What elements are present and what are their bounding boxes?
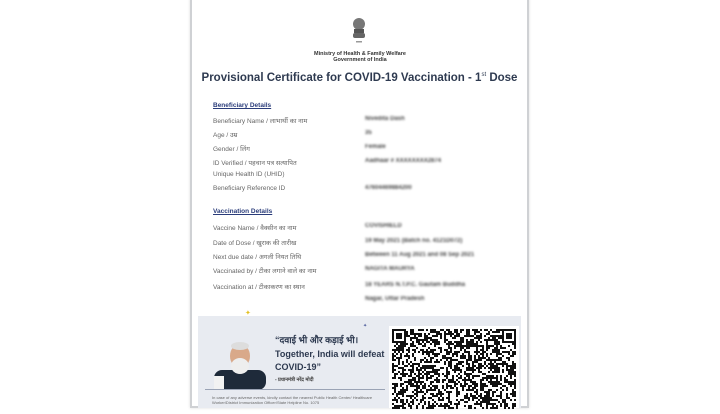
qr-code (389, 326, 519, 408)
ministry-name (260, 51, 460, 63)
quote-attribution: - प्रधानमंत्री नरेंद्र मोदी (275, 377, 314, 383)
label-dose-date: Date of Dose / खुराक की तारीख (213, 240, 297, 247)
value-name: Nivedita Dash (365, 116, 405, 122)
label-vaccinated-by: Vaccinated by / टीका लगाने वाले का नाम (213, 268, 317, 275)
value-dose-date: 19 May 2021 (Batch no. 4121D072) (365, 238, 463, 244)
value-vaccinated-at: 18 YEARS N.T.P.C. Gautam Buddha (365, 282, 466, 288)
value-id: Aadhaar # XXXXXXXX2874 (365, 158, 442, 164)
government-line: Government of India (333, 57, 387, 63)
pm-photo (212, 336, 268, 390)
ministry-line: Ministry of Health & Family Welfare (314, 51, 406, 57)
quote-hindi: “दवाई भी और कड़ाई भी। (275, 335, 359, 345)
sparkle-icon: ✦ (245, 310, 251, 317)
qr-code-pattern (392, 329, 516, 409)
page-title (190, 72, 529, 84)
value-age: 35 (365, 130, 372, 136)
title-sup: st (481, 72, 487, 79)
title-text: Provisional Certificate for COVID-19 Vaccination - 1 (201, 72, 482, 84)
label-vaccine: Vaccine Name / वैक्सीन का नाम (213, 225, 297, 232)
label-gender: Gender / लिंग (213, 146, 250, 153)
value-vaccinated-by: NAGITA MAURYA (365, 266, 415, 272)
label-name: Beneficiary Name / लाभार्थी का नाम (213, 118, 308, 125)
adverse-events-note: In case of any adverse events, kindly contact the nearest Public Health Center/ Healthcare Worker/District Immunization Officer/State Helpline No. 1075 (212, 395, 373, 405)
value-next-due: Between 11 Aug 2021 and 08 Sep 2021 (365, 252, 475, 258)
label-uhid: Unique Health ID (UHID) (213, 171, 285, 178)
quote-en-2: COVID-19” (275, 362, 322, 372)
divider (205, 389, 385, 390)
beneficiary-heading: Beneficiary Details (213, 102, 272, 109)
label-id: ID Verified / पहचान पत्र सत्यापित (213, 160, 297, 167)
value-ref-id: 47604469884200 (365, 185, 412, 191)
title-end: Dose (486, 72, 518, 84)
vaccination-heading: Vaccination Details (213, 208, 273, 215)
quote-en-1: Together, India will defeat (275, 349, 385, 359)
value-vaccinated-at-2: Nagar, Uttar Pradesh (365, 296, 425, 302)
label-age: Age / उम्र (213, 132, 238, 139)
label-ref-id: Beneficiary Reference ID (213, 185, 286, 192)
label-next-due: Next due date / अगली नियत तिथि (213, 254, 302, 261)
sparkle-icon: ✦ (363, 323, 368, 329)
national-emblem-icon (350, 16, 368, 46)
value-vaccine: COVISHIELD (365, 223, 402, 229)
value-gender: Female (365, 144, 386, 150)
label-vaccinated-at: Vaccination at / टीकाकरण का स्थान (213, 284, 305, 291)
